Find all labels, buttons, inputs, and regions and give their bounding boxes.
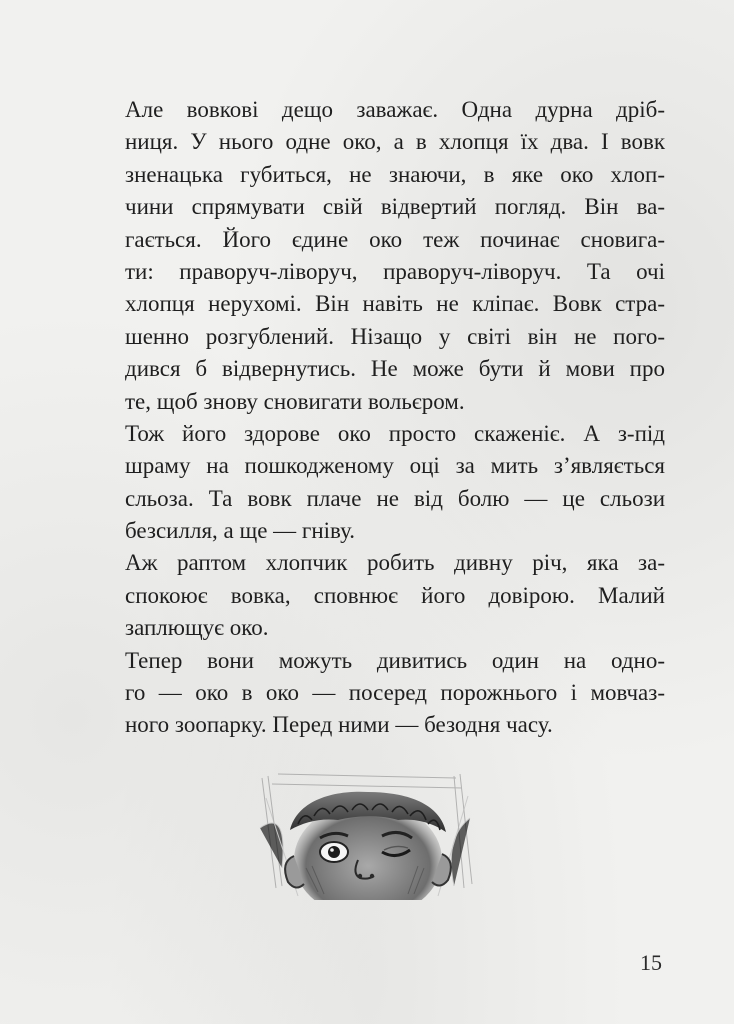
page-number: 15 (640, 950, 662, 975)
text-line: гається. Його єдине око теж починає сновига- (125, 226, 665, 252)
boy-one-eye-closed-sketch-icon (258, 768, 476, 900)
paragraph (125, 645, 665, 742)
paragraph (125, 94, 665, 418)
body-text (125, 94, 665, 742)
text-line: те, щоб знову сновигати вольєром. (125, 388, 465, 414)
text-line: ти: праворуч-ліворуч, праворуч-ліворуч. Та очі (125, 258, 665, 284)
text-line: зненацька губиться, не знаючи, в яке око хлоп- (125, 161, 665, 187)
paragraph (125, 418, 665, 548)
text-line: заплющує око. (125, 615, 269, 641)
text-line: чини спрямувати свій відвертий погляд. Він ва- (125, 194, 665, 220)
text-line: Аж раптом хлопчик робить дивну річ, яка за- (125, 550, 665, 576)
text-line: спокоює вовка, сповнює його довірою. Малий (125, 582, 665, 608)
text-line: сльоза. Та вовк плаче не від болю — це сльози (125, 485, 665, 511)
text-line: ниця. У нього одне око, а в хлопця їх два. І вовк (125, 129, 665, 155)
text-line: Тож його здорове око просто скаженіє. А з-під (125, 420, 665, 446)
text-line: безсилля, а ще — гніву. (125, 518, 356, 544)
text-line: ного зоопарку. Перед ними — безодня часу. (125, 712, 553, 738)
text-line: го — око в око — посеред порожнього і мовчаз- (125, 680, 665, 706)
text-line: Але вовкові дещо заважає. Одна дурна дріб- (125, 97, 665, 122)
text-line: Тепер вони можуть дивитись один на одно- (125, 647, 665, 673)
text-line: хлопця нерухомі. Він навіть не кліпає. Вовк стра- (125, 291, 665, 317)
paragraph (125, 547, 665, 644)
text-line: шраму на пошкодженому оці за мить з’являється (125, 453, 665, 479)
text-line: шенно розгублений. Нізащо у світі він не пого- (125, 323, 665, 349)
text-line: дився б відвернутись. Не може бути й мови про (125, 356, 665, 382)
